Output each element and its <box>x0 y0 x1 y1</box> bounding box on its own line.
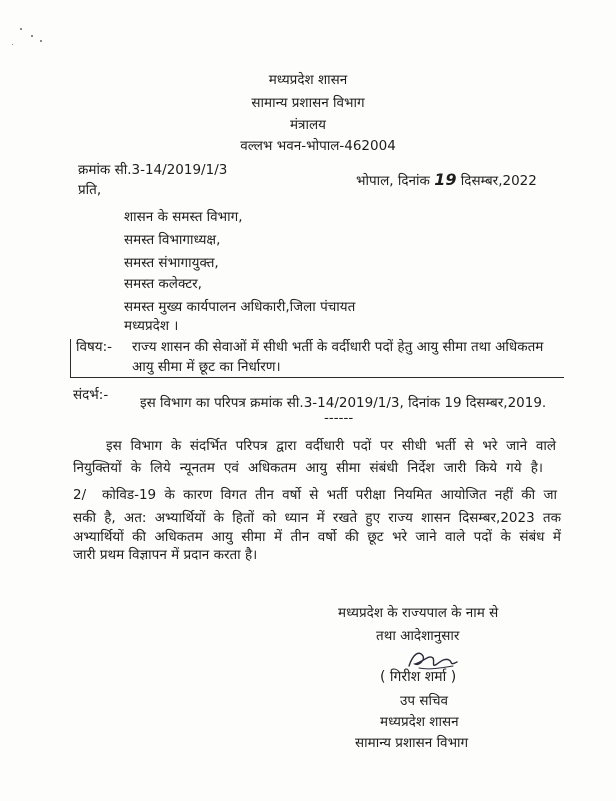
para2-number: 2/ <box>73 487 87 503</box>
order-number: क्रमांक सी.3-14/2019/1/3 <box>78 162 228 178</box>
recipient-item: समस्त मुख्य कार्यपालन अधिकारी,जिला पंचायत <box>124 299 356 315</box>
scan-speck <box>40 40 42 42</box>
signatory-designation: उप सचिव <box>400 693 449 709</box>
subject-line-1: राज्य शासन की सेवाओं में सीधी भर्ती के वर्दीधारी पदों हेतु आयु सीमा तथा अधिकतम <box>132 339 544 355</box>
para2-line-4: जारी प्रथम विज्ञापन में प्रदान करता है। <box>73 547 258 563</box>
reference-text: इस विभाग का परिपत्र क्रमांक सी.3-14/2019/1/3, दिनांक 19 दिसम्बर,2019. <box>140 395 547 411</box>
signatory-name: ( गिरीश शर्मा ) <box>380 669 457 685</box>
para2-line-3: अभ्यार्थियों की अधिकतम आयु सीमा में तीन वर्षो की छूट भरे जाने वाले पदों के संबंध में <box>73 529 561 545</box>
recipient-item: समस्त कलेक्टर, <box>124 276 202 292</box>
place-date-prefix: भोपाल, दिनांक <box>356 173 430 189</box>
sign-line-1: मध्यप्रदेश के राज्यपाल के नाम से <box>338 605 499 621</box>
to-label: प्रति, <box>78 182 102 198</box>
date-month-year: दिसम्बर,2022 <box>460 173 537 189</box>
scan-speck <box>20 28 22 30</box>
header-department: सामान्य प्रशासन विभाग <box>251 95 365 111</box>
date-day: 19 <box>434 170 457 189</box>
header-mantralaya: मंत्रालय <box>289 117 326 133</box>
recipient-item: समस्त संभागायुक्त, <box>124 255 219 271</box>
recipient-item: शासन के समस्त विभाग, <box>124 209 243 225</box>
recipient-item: मध्यप्रदेश । <box>124 318 179 334</box>
para2-line-2: सकी है, अत: अभ्यार्थियों के हितों को ध्यान में रखते हुए राज्य शासन दिसम्बर,2023 तक <box>73 510 561 526</box>
signatory-org-2: सामान्य प्रशासन विभाग <box>355 735 469 751</box>
sign-line-2: तथा आदेशानुसार <box>376 628 460 644</box>
reference-label: संदर्भ:- <box>73 387 109 403</box>
scan-speck <box>31 35 33 37</box>
para2-line-1: कोविड-19 के कारण विगत तीन वर्षो से भर्ती परीक्षा नियमित आयोजित नहीं की जा <box>102 487 557 503</box>
place-date <box>356 171 537 190</box>
signatory-org-1: मध्यप्रदेश शासन <box>380 714 459 730</box>
subject-line-2: आयु सीमा में छूट का निर्धारण। <box>132 359 281 375</box>
para1-line-1: इस विभाग के संदर्भित परिपत्र द्वारा वर्दीधारी पदों पर सीधी भर्ती से भरे जाने वाले <box>106 438 556 454</box>
subject-label: विषय:- <box>76 339 113 355</box>
scan-speck <box>12 44 13 45</box>
recipient-item: समस्त विभागाध्यक्ष, <box>124 232 221 248</box>
separator: ------ <box>324 410 354 426</box>
header-address: वल्लभ भवन-भोपाल-462004 <box>240 138 396 154</box>
para1-line-2: नियुक्तियों के लिये न्यूनतम एवं अधिकतम आयु सीमा संबंधी निर्देश जारी किये गये है। <box>73 460 543 476</box>
header-government: मध्यप्रदेश शासन <box>268 72 348 88</box>
